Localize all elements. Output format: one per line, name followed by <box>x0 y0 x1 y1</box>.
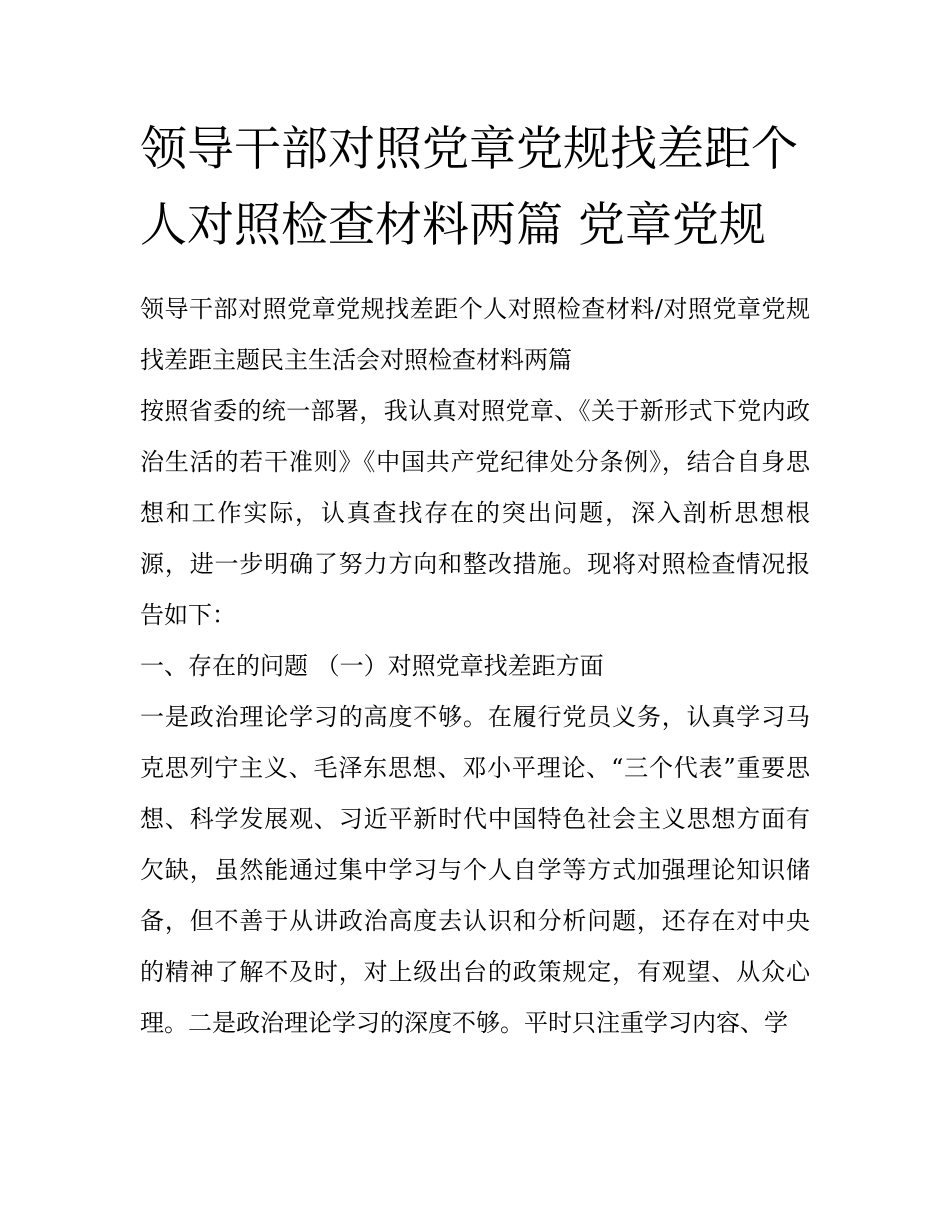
subtitle-paragraph: 领导干部对照党章党规找差距个人对照检查材料/对照党章党规找差距主题民主生活会对照检查材料两篇 <box>140 295 810 374</box>
section-heading: 一、存在的问题 （一）对照党章找差距方面 <box>140 652 604 680</box>
document-title: 领导干部对照党章党规找差距个人对照检查材料两篇 党章党规 <box>140 122 798 253</box>
body-paragraph: 一是政治理论学习的高度不够。在履行党员义务，认真学习马克思列宁主义、毛泽东思想、邓小平理论、“三个代表”重要思想、科学发展观、习近平新时代中国特色社会主义思想方面有欠缺，虽然能通过集中学习与个人自学等方式加强理论知识储备，但不善于从讲政治高度去认识和分析问题，还存在对中央的精神了解不及时，对上级出台的政策规定，有观望、从众心理。二是政治理论学习的深度不够。平时只注重学习内容、学 <box>140 703 810 1037</box>
intro-paragraph: 按照省委的统一部署，我认真对照党章、《关于新形式下党内政治生活的若干准则》《中国共产党纪律处分条例》，结合自身思想和工作实际，认真查找存在的突出问题，深入剖析思想根源，进一步明确了努力方向和整改措施。现将对照检查情况报告如下： <box>140 397 810 629</box>
document-page <box>140 112 820 1049</box>
